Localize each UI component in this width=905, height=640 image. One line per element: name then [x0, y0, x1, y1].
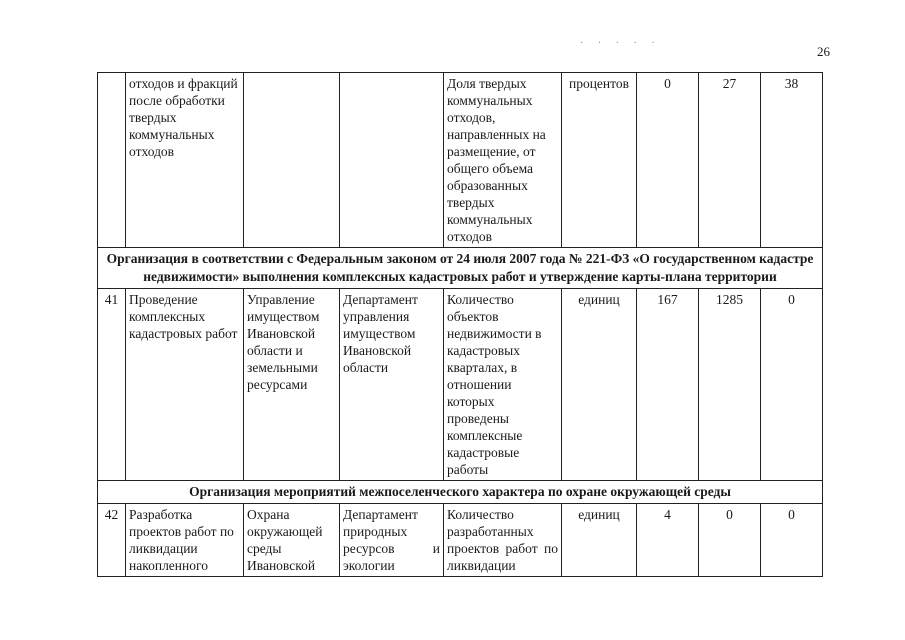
value-cell: 0	[761, 504, 823, 577]
indicator-cell: Количество разработанных проектов работ по ликвидации	[444, 504, 562, 577]
executor-cell: Департамент природных ресурсов и экологии	[340, 504, 444, 577]
program-cell: Управление имуществом Ивановской области и земельными ресурсами	[244, 289, 340, 481]
value-cell: 1285	[699, 289, 761, 481]
value-cell: 0	[699, 504, 761, 577]
section-header-row	[98, 481, 823, 504]
indicator-cell: Количество объектов недвижимости в кадастровых кварталах, в отношении которых проведены комплексные кадастровые работы	[444, 289, 562, 481]
executor-cell	[340, 73, 444, 248]
value-cell: 38	[761, 73, 823, 248]
program-table	[97, 72, 823, 577]
page-number: 26	[817, 44, 830, 59]
program-cell: Охрана окружающей среды Ивановской	[244, 504, 340, 577]
event-cell: Проведение комплексных кадастровых работ	[126, 289, 244, 481]
section-header-row	[98, 248, 823, 289]
section-title: Организация мероприятий межпоселенческого характера по охране окружающей среды	[98, 481, 823, 504]
indicator-cell: Доля твердых коммунальных отходов, направленных на размещение, от общего объема образованных твердых коммунальных отходов	[444, 73, 562, 248]
table-row	[98, 504, 823, 577]
value-cell: 167	[637, 289, 699, 481]
row-number-cell: 42	[98, 504, 126, 577]
unit-cell: единиц	[562, 289, 637, 481]
unit-cell: процентов	[562, 73, 637, 248]
value-cell: 0	[637, 73, 699, 248]
section-title: Организация в соответствии с Федеральным законом от 24 июля 2007 года № 221-ФЗ «О государственном кадастре недвижимости» выполнения комплексных кадастровых работ и утверждение карты-плана территории	[98, 248, 823, 289]
event-cell: Разработка проектов работ по ликвидации накопленного	[126, 504, 244, 577]
table-row	[98, 73, 823, 248]
value-cell: 27	[699, 73, 761, 248]
row-number-cell	[98, 73, 126, 248]
row-number-cell: 41	[98, 289, 126, 481]
value-cell: 0	[761, 289, 823, 481]
value-cell: 4	[637, 504, 699, 577]
program-cell	[244, 73, 340, 248]
executor-cell: Департамент управления имуществом Ивановской области	[340, 289, 444, 481]
event-cell: отходов и фракций после обработки твердых коммунальных отходов	[126, 73, 244, 248]
unit-cell: единиц	[562, 504, 637, 577]
scan-artifact: · · · · ·	[580, 38, 661, 49]
table-row	[98, 289, 823, 481]
